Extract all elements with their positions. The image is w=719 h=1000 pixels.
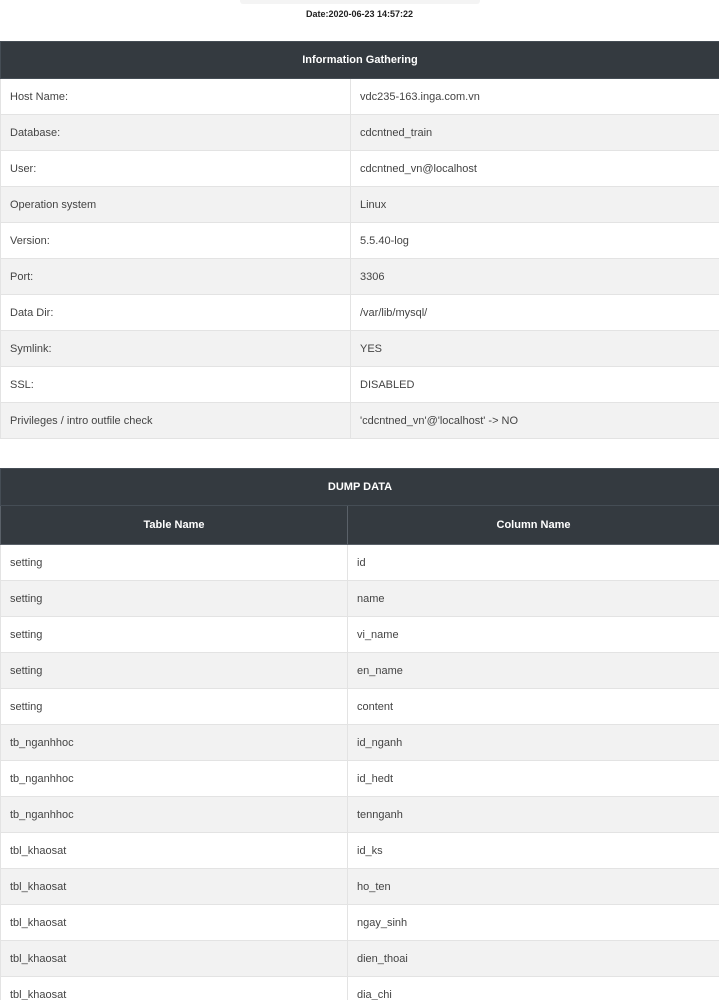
dump-row: [1, 833, 719, 869]
info-row: [1, 367, 719, 403]
dump-column-name: content: [348, 689, 719, 725]
dump-table-body: [1, 545, 719, 1000]
dump-row: [1, 545, 719, 581]
dump-table-name: tb_nganhhoc: [1, 797, 348, 833]
dump-table-name: setting: [1, 689, 348, 725]
info-row: [1, 115, 719, 151]
dump-row: [1, 725, 719, 761]
section-gap: [0, 439, 719, 468]
info-value: 'cdcntned_vn'@'localhost' -> NO: [351, 403, 719, 439]
dump-column-name: id: [348, 545, 719, 581]
report-header: [0, 0, 719, 40]
dump-table-name: tbl_khaosat: [1, 977, 348, 1000]
info-value: 3306: [351, 259, 719, 295]
dump-row: [1, 797, 719, 833]
info-label: Symlink:: [1, 331, 351, 367]
info-row: [1, 187, 719, 223]
dump-column-name: en_name: [348, 653, 719, 689]
info-value: Linux: [351, 187, 719, 223]
dump-table-name: tbl_khaosat: [1, 905, 348, 941]
dump-row: [1, 617, 719, 653]
info-label: Database:: [1, 115, 351, 151]
dump-table-name: setting: [1, 617, 348, 653]
dump-row: [1, 653, 719, 689]
dump-column-name: ngay_sinh: [348, 905, 719, 941]
info-row: [1, 331, 719, 367]
dump-column-name: id_hedt: [348, 761, 719, 797]
dump-column-name: id_nganh: [348, 725, 719, 761]
info-row: [1, 295, 719, 331]
dump-row: [1, 761, 719, 797]
column-header-column-name: Column Name: [348, 506, 719, 545]
info-label: User:: [1, 151, 351, 187]
report-date: Date:2020-06-23 14:57:22: [305, 9, 414, 19]
dump-column-name: name: [348, 581, 719, 617]
dump-column-name: ho_ten: [348, 869, 719, 905]
info-row: [1, 403, 719, 439]
info-value: vdc235-163.inga.com.vn: [351, 79, 719, 115]
faded-title: [240, 0, 480, 4]
info-row: [1, 223, 719, 259]
info-value: /var/lib/mysql/: [351, 295, 719, 331]
dump-table-name: setting: [1, 653, 348, 689]
dump-table-name: setting: [1, 581, 348, 617]
info-label: Operation system: [1, 187, 351, 223]
info-label: Privileges / intro outfile check: [1, 403, 351, 439]
info-label: SSL:: [1, 367, 351, 403]
dump-table-name: tbl_khaosat: [1, 869, 348, 905]
info-row: [1, 79, 719, 115]
dump-table-name: setting: [1, 545, 348, 581]
dump-column-name: dien_thoai: [348, 941, 719, 977]
dump-column-name: id_ks: [348, 833, 719, 869]
dump-data-table: [0, 468, 719, 1000]
info-value: cdcntned_train: [351, 115, 719, 151]
dump-table-name: tb_nganhhoc: [1, 725, 348, 761]
dump-row: [1, 581, 719, 617]
dump-column-name: tennganh: [348, 797, 719, 833]
dump-row: [1, 689, 719, 725]
info-value: cdcntned_vn@localhost: [351, 151, 719, 187]
info-label: Host Name:: [1, 79, 351, 115]
dump-table-name: tbl_khaosat: [1, 941, 348, 977]
column-header-table-name: Table Name: [1, 506, 348, 545]
dump-table-title: DUMP DATA: [1, 469, 719, 506]
info-label: Version:: [1, 223, 351, 259]
info-value: YES: [351, 331, 719, 367]
dump-row: [1, 869, 719, 905]
dump-column-name: vi_name: [348, 617, 719, 653]
dump-column-name: dia_chi: [348, 977, 719, 1000]
info-label: Port:: [1, 259, 351, 295]
dump-row: [1, 905, 719, 941]
info-table-body: [1, 79, 719, 439]
dump-row: [1, 941, 719, 977]
info-value: DISABLED: [351, 367, 719, 403]
dump-table-name: tb_nganhhoc: [1, 761, 348, 797]
info-label: Data Dir:: [1, 295, 351, 331]
dump-table-name: tbl_khaosat: [1, 833, 348, 869]
info-row: [1, 151, 719, 187]
info-row: [1, 259, 719, 295]
info-value: 5.5.40-log: [351, 223, 719, 259]
information-gathering-table: [0, 41, 719, 439]
info-table-title: Information Gathering: [1, 42, 719, 79]
dump-row: [1, 977, 719, 1000]
